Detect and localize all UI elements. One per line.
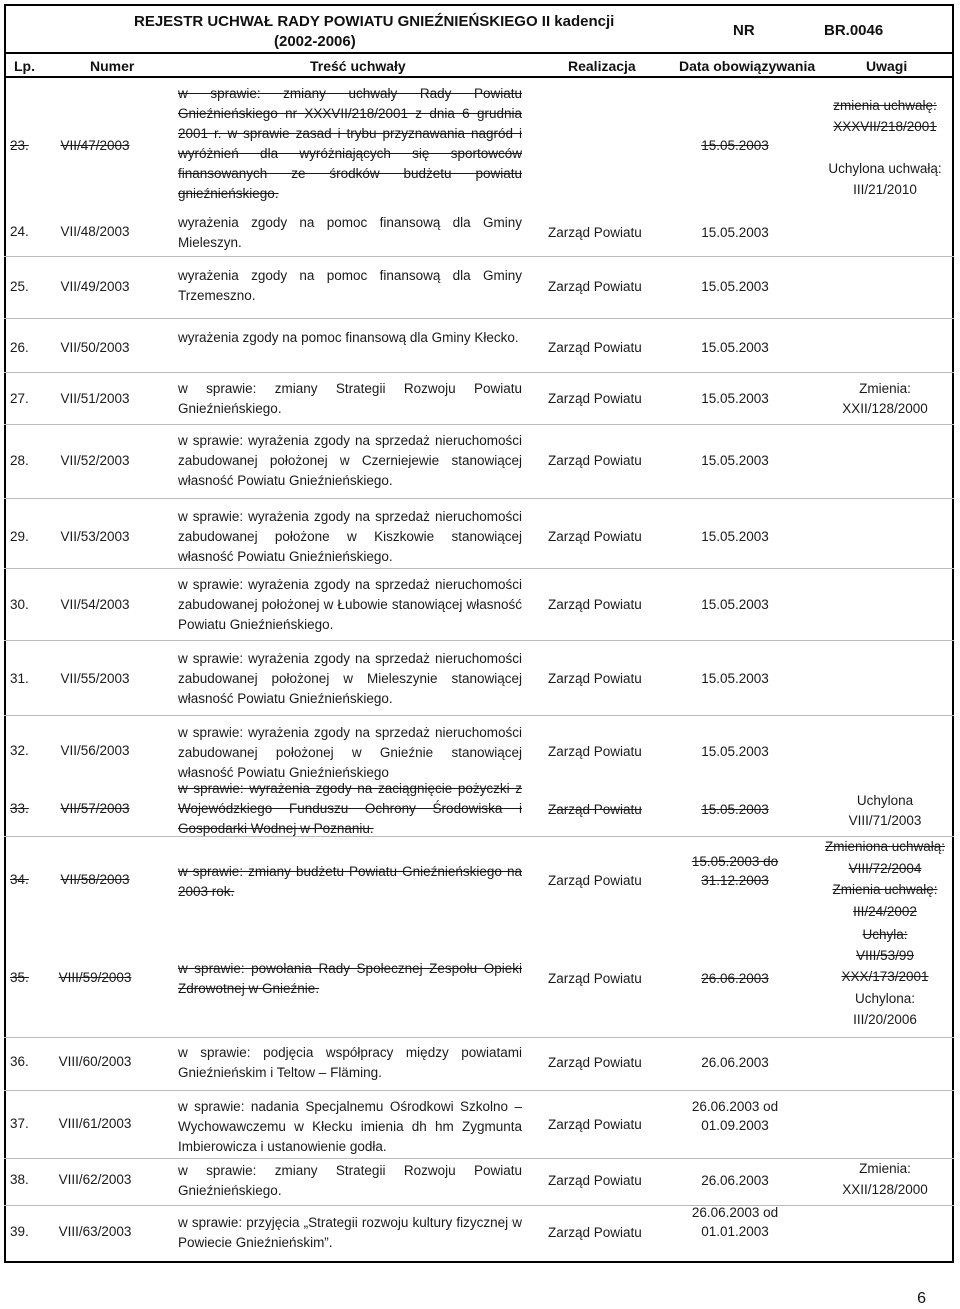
row-lp: 39. bbox=[10, 1224, 29, 1239]
note-text: Uchylona uchwałą: bbox=[828, 161, 942, 176]
row-numer: VII/56/2003 bbox=[60, 743, 130, 758]
row-realizacja: Zarząd Powiatu bbox=[548, 1225, 642, 1240]
row-lp: 35. bbox=[10, 970, 29, 985]
row-data: 15.05.2003 bbox=[701, 529, 769, 544]
row-realizacja: Zarząd Powiatu bbox=[548, 597, 642, 612]
note-text: XXXVII/218/2001 bbox=[833, 119, 937, 134]
note-text: Uchyla: bbox=[862, 927, 908, 942]
row-numer: VII/51/2003 bbox=[60, 391, 130, 406]
row-divider bbox=[4, 1090, 954, 1091]
note-text: III/20/2006 bbox=[853, 1012, 917, 1027]
row-lp: 37. bbox=[10, 1116, 29, 1131]
note-text: Zmienia: bbox=[859, 381, 911, 396]
row-lp: 24. bbox=[10, 224, 29, 239]
row-realizacja: Zarząd Powiatu bbox=[548, 1117, 642, 1132]
row-realizacja: Zarząd Powiatu bbox=[548, 340, 642, 355]
row-divider bbox=[4, 836, 954, 837]
column-header-row bbox=[4, 54, 954, 78]
row-realizacja: Zarząd Powiatu bbox=[548, 873, 642, 888]
row-lp: 31. bbox=[10, 671, 29, 686]
note-text: Zmieniona uchwałą: bbox=[824, 839, 946, 854]
row-tresc: w sprawie: wyrażenia zgody na sprzedaż nieruchomości zabudowanej położonej w Mieleszynie stanowiącej własność Powiatu Gnieźnieńskiego. bbox=[178, 651, 522, 706]
row-numer: VII/52/2003 bbox=[60, 453, 130, 468]
row-tresc: wyrażenia zgody na pomoc finansową dla Gminy Mieleszyn. bbox=[178, 215, 522, 250]
row-data: 26.06.2003 od 01.01.2003 bbox=[691, 1205, 779, 1239]
row-lp: 30. bbox=[10, 597, 29, 612]
row-data: 15.05.2003 bbox=[701, 744, 769, 759]
title-line-2: (2002-2006) bbox=[274, 33, 356, 50]
row-data: 26.06.2003 od 01.09.2003 bbox=[691, 1099, 779, 1133]
row-data: 15.05.2003 bbox=[701, 802, 769, 817]
note-text: Zmienia uchwałę: bbox=[832, 882, 938, 897]
row-data: 15.05.2003 bbox=[701, 138, 769, 153]
row-numer: VIII/59/2003 bbox=[58, 970, 132, 985]
row-data: 26.06.2003 bbox=[701, 971, 769, 986]
row-realizacja: Zarząd Powiatu bbox=[548, 1173, 642, 1188]
col-numer: Numer bbox=[90, 58, 135, 74]
row-tresc: wyrażenia zgody na pomoc finansową dla Gminy Trzemeszno. bbox=[178, 268, 522, 303]
row-tresc: w sprawie: zmiany Strategii Rozwoju Powiatu Gnieźnieńskiego. bbox=[178, 381, 522, 416]
row-lp: 23. bbox=[10, 138, 29, 153]
row-tresc: w sprawie: wyrażenia zgody na sprzedaż nieruchomości zabudowanej położone w Kiszkowie stanowiącej własność Powiatu Gnieźnieńskiego. bbox=[178, 509, 522, 564]
row-divider bbox=[4, 568, 954, 569]
row-realizacja: Zarząd Powiatu bbox=[548, 1055, 642, 1070]
row-tresc: w sprawie: zmiany budżetu Powiatu Gnieźnieńskiego na 2003 rok. bbox=[178, 864, 522, 899]
row-tresc: w sprawie: wyrażenia zgody na zaciągnięcie pożyczki z Wojewódzkiego Funduszu Ochrony Środowiska i Gospodarki Wodnej w Poznaniu. bbox=[178, 781, 522, 836]
row-divider bbox=[4, 640, 954, 641]
row-divider bbox=[4, 256, 954, 257]
row-tresc: w sprawie: wyrażenia zgody na sprzedaż nieruchomości zabudowanej położonej w Łubowie stanowiącej własność Powiatu Gnieźnieńskiego. bbox=[178, 577, 522, 632]
row-data: 15.05.2003 bbox=[701, 340, 769, 355]
register-header bbox=[4, 4, 954, 54]
row-realizacja: Zarząd Powiatu bbox=[548, 802, 642, 817]
note-text: VIII/53/99 bbox=[856, 948, 914, 963]
row-lp: 27. bbox=[10, 391, 29, 406]
note-text: VIII/71/2003 bbox=[848, 813, 922, 828]
row-tresc: w sprawie: powołania Rady Społecznej Zespołu Opieki Zdrowotnej w Gnieźnie. bbox=[178, 961, 522, 996]
row-realizacja: Zarząd Powiatu bbox=[548, 279, 642, 294]
note-text: Uchylona: bbox=[854, 991, 916, 1006]
row-tresc: w sprawie: zmiany uchwały Rady Powiatu Gnieźnieńskiego nr XXXVII/218/2001 z dnia 6 grudnia 2001 r. w sprawie zasad i trybu przyznawania nagród i wyróżnień dla wyróżniających się sportowców finansowanych ze środków budżetu powiatu gnieźnieńskiego. bbox=[178, 86, 522, 201]
row-data: 26.06.2003 bbox=[701, 1173, 769, 1188]
page-number: 6 bbox=[917, 1290, 926, 1307]
note-text: Uchylona bbox=[856, 793, 914, 808]
row-numer: VII/58/2003 bbox=[60, 872, 130, 887]
row-divider bbox=[4, 318, 954, 319]
row-data: 15.05.2003 bbox=[701, 671, 769, 686]
row-tresc: w sprawie: wyrażenia zgody na sprzedaż nieruchomości zabudowanej położonej w Gnieźnie stanowiącej własność Powiatu Gnieźnieńskiego bbox=[178, 725, 522, 780]
row-lp: 26. bbox=[10, 340, 29, 355]
col-data: Data obowiązywania bbox=[679, 58, 816, 74]
row-tresc: w sprawie: zmiany Strategii Rozwoju Powiatu Gnieźnieńskiego. bbox=[178, 1163, 522, 1198]
row-numer: VII/54/2003 bbox=[60, 597, 130, 612]
row-numer: VIII/62/2003 bbox=[58, 1172, 132, 1187]
row-data: 15.05.2003 bbox=[701, 453, 769, 468]
note-text: XXII/128/2000 bbox=[842, 401, 928, 416]
row-realizacja: Zarząd Powiatu bbox=[548, 225, 642, 240]
row-tresc: w sprawie: wyrażenia zgody na sprzedaż nieruchomości zabudowanej położonej w Czerniejewie stanowiącej własność Powiatu Gnieźnieńskiego. bbox=[178, 433, 522, 488]
row-data: 15.05.2003 do 31.12.2003 bbox=[691, 854, 779, 888]
row-tresc: w sprawie: przyjęcia „Strategii rozwoju kultury fizycznej w Powiecie Gnieźnieńskim”. bbox=[178, 1215, 522, 1250]
row-numer: VII/50/2003 bbox=[60, 340, 130, 355]
row-numer: VIII/60/2003 bbox=[58, 1054, 132, 1069]
row-realizacja: Zarząd Powiatu bbox=[548, 453, 642, 468]
col-tresc: Treść uchwały bbox=[310, 58, 406, 74]
row-numer: VIII/61/2003 bbox=[58, 1116, 132, 1131]
note-text: VIII/72/2004 bbox=[848, 861, 922, 876]
row-lp: 32. bbox=[10, 743, 29, 758]
row-data: 15.05.2003 bbox=[701, 391, 769, 406]
row-lp: 25. bbox=[10, 279, 29, 294]
row-numer: VII/49/2003 bbox=[60, 279, 130, 294]
col-uwagi: Uwagi bbox=[866, 58, 908, 74]
row-numer: VII/57/2003 bbox=[60, 801, 130, 816]
row-divider bbox=[4, 1037, 954, 1038]
row-lp: 38. bbox=[10, 1172, 29, 1187]
note-text: XXII/128/2000 bbox=[842, 1182, 928, 1197]
row-divider bbox=[4, 1158, 954, 1159]
note-text: zmienia uchwałę: bbox=[833, 98, 937, 113]
note-text: III/21/2010 bbox=[853, 182, 917, 197]
nr-value: BR.0046 bbox=[824, 22, 884, 39]
row-lp: 36. bbox=[10, 1054, 29, 1069]
note-text: III/24/2002 bbox=[853, 904, 917, 919]
row-numer: VIII/63/2003 bbox=[58, 1224, 132, 1239]
col-realizacja: Realizacja bbox=[568, 58, 636, 74]
row-data: 15.05.2003 bbox=[701, 225, 769, 240]
row-divider bbox=[4, 1205, 954, 1206]
note-text: Zmienia: bbox=[859, 1161, 911, 1176]
row-data: 26.06.2003 bbox=[701, 1055, 769, 1070]
row-realizacja: Zarząd Powiatu bbox=[548, 391, 642, 406]
row-lp: 34. bbox=[10, 872, 29, 887]
row-divider bbox=[4, 715, 954, 716]
row-realizacja: Zarząd Powiatu bbox=[548, 671, 642, 686]
col-lp: Lp. bbox=[14, 58, 35, 74]
row-numer: VII/55/2003 bbox=[60, 671, 130, 686]
row-numer: VII/48/2003 bbox=[60, 224, 130, 239]
row-numer: VII/53/2003 bbox=[60, 529, 130, 544]
row-realizacja: Zarząd Powiatu bbox=[548, 529, 642, 544]
title-line-1: REJESTR UCHWAŁ RADY POWIATU GNIEŹNIEŃSKIEGO II kadencji bbox=[134, 13, 615, 30]
row-lp: 29. bbox=[10, 529, 29, 544]
row-numer: VII/47/2003 bbox=[60, 138, 130, 153]
row-lp: 33. bbox=[10, 801, 29, 816]
row-tresc: wyrażenia zgody na pomoc finansową dla Gminy Kłecko. bbox=[178, 330, 519, 345]
row-data: 15.05.2003 bbox=[701, 279, 769, 294]
row-tresc: w sprawie: podjęcia współpracy między powiatami Gnieźnieńskim i Teltow – Fläming. bbox=[178, 1045, 522, 1080]
row-realizacja: Zarząd Powiatu bbox=[548, 744, 642, 759]
row-divider bbox=[4, 498, 954, 499]
row-lp: 28. bbox=[10, 453, 29, 468]
row-divider bbox=[4, 372, 954, 373]
row-divider bbox=[4, 424, 954, 425]
note-text: XXX/173/2001 bbox=[841, 969, 929, 984]
row-data: 15.05.2003 bbox=[701, 597, 769, 612]
nr-label: NR bbox=[733, 22, 755, 39]
row-tresc: w sprawie: nadania Specjalnemu Ośrodkowi Szkolno – Wychowawczemu w Kłecku imienia dh hm Zygmunta Imbierowicza i ustanowienie godła. bbox=[178, 1099, 522, 1154]
row-realizacja: Zarząd Powiatu bbox=[548, 971, 642, 986]
